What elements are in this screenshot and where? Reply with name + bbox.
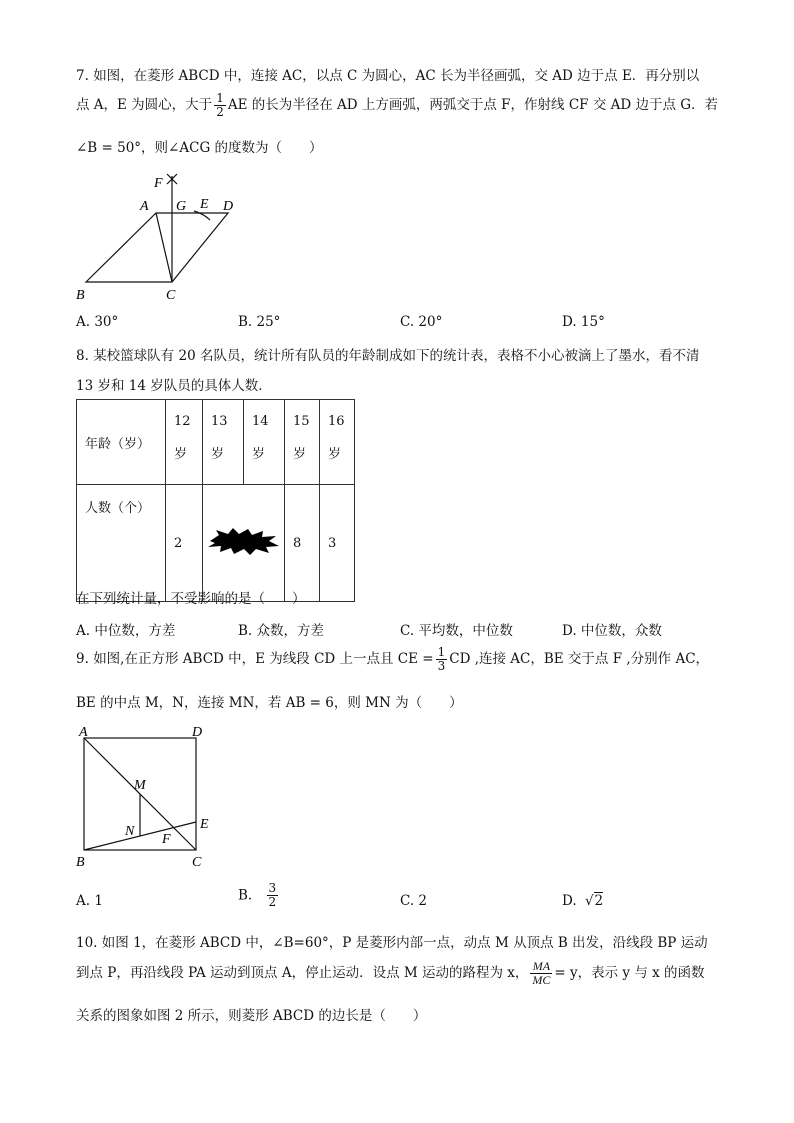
- age-unit: 岁: [211, 447, 225, 462]
- label-a: A: [79, 725, 88, 740]
- segment-ac: [156, 213, 172, 282]
- label-b: B: [76, 288, 85, 303]
- q10-text-1: 如图 1，在菱形 ABCD 中，∠B=60°，P 是菱形内部一点，动点 M 从顶点 B 出发，沿线段 BP 运动: [101, 935, 708, 951]
- q8-line2: 13 岁和 14 岁队员的具体人数．: [76, 378, 272, 394]
- q7-text-2a: 点 A，E 为圆心，大于: [76, 97, 213, 113]
- q8-option-b[interactable]: B. 众数，方差: [238, 623, 325, 639]
- rhombus-abcd: [86, 213, 228, 282]
- q8-text-1: 某校篮球队有 20 名队员，统计所有队员的年龄制成如下的统计表，表格不小心被滴上了墨水，看不清: [93, 348, 700, 364]
- q9-option-a[interactable]: A. 1: [76, 893, 103, 909]
- frac-den: 2: [268, 895, 277, 909]
- age-cell-16: [320, 400, 355, 485]
- label-m: M: [134, 778, 146, 793]
- frac-num: 3: [268, 881, 277, 895]
- age-unit: 岁: [328, 447, 342, 462]
- q10-fraction: [530, 960, 552, 987]
- q10-number: 10.: [76, 935, 98, 951]
- label-f: F: [154, 176, 163, 191]
- label-b: B: [76, 855, 85, 870]
- count-cell-16: 3: [320, 485, 355, 602]
- age-cell-13: [203, 400, 244, 485]
- q10-line1: [76, 931, 708, 951]
- option-d-prefix: D.: [562, 893, 577, 909]
- age-value: 15: [293, 414, 310, 429]
- label-f: F: [162, 832, 171, 847]
- q10-line3: 关系的图象如图 2 所示，则菱形 ABCD 的边长是（ ）: [76, 1008, 427, 1024]
- q8-question: 在下列统计量，不受影响的是（ ）: [76, 591, 306, 607]
- option-b-fraction: [267, 882, 279, 909]
- q7-frac-den: 2: [216, 105, 224, 119]
- label-c: C: [166, 288, 176, 303]
- arc-at-e: [194, 211, 210, 220]
- age-cell-12: [166, 400, 203, 485]
- q9-text-1a: 如图,在正方形 ABCD 中，E 为线段 CD 上一点且 CE =: [93, 651, 434, 667]
- label-e: E: [200, 197, 209, 212]
- q7-number: 7.: [76, 68, 89, 84]
- q9-line1: [76, 646, 709, 673]
- ink-stain-cell: [203, 485, 285, 602]
- age-value: 14: [252, 414, 269, 429]
- radicand: 2: [594, 893, 604, 909]
- q7-fraction: [214, 92, 226, 119]
- label-e: E: [200, 817, 209, 832]
- q10-line2: [76, 960, 705, 987]
- q7-text-1: 如图，在菱形 ABCD 中，连接 AC，以点 C 为圆心，AC 长为半径画弧，交 AD 边于点 E．再分别以: [93, 68, 700, 84]
- q9-frac-den: 3: [437, 659, 446, 673]
- header-count: 人数（个）: [77, 485, 166, 602]
- age-stats-table: [76, 399, 355, 602]
- q9-option-b[interactable]: [238, 882, 280, 909]
- q10-frac-num: MA: [530, 960, 552, 974]
- label-a: A: [140, 199, 149, 214]
- label-g: G: [176, 199, 187, 214]
- q7-line3: ∠B = 50°，则∠ACG 的度数为（ ）: [76, 140, 323, 156]
- ink-blot-icon: [206, 526, 282, 556]
- q7-line2: [76, 92, 718, 119]
- age-value: 12: [174, 414, 191, 429]
- header-age: 年龄（岁）: [77, 400, 166, 485]
- age-cell-15: [285, 400, 320, 485]
- age-value: 16: [328, 414, 345, 429]
- q7-line1: [76, 64, 699, 84]
- q10-text-2a: 到点 P，再沿线段 PA 运动到顶点 A，停止运动．设点 M 运动的路程为 x，: [76, 965, 529, 981]
- q9-frac-num: 1: [437, 645, 446, 659]
- q7-option-a[interactable]: A. 30°: [76, 314, 119, 330]
- age-unit: 岁: [293, 447, 307, 462]
- label-d: D: [223, 199, 234, 214]
- age-unit: 岁: [252, 447, 266, 462]
- label-c: C: [192, 855, 202, 870]
- q7-frac-num: 1: [216, 91, 224, 105]
- q8-option-c[interactable]: C. 平均数，中位数: [400, 623, 513, 639]
- q7-option-b[interactable]: B. 25°: [238, 314, 281, 330]
- q7-rhombus-figure: [70, 168, 250, 308]
- label-n: N: [125, 824, 135, 839]
- age-unit: 岁: [174, 447, 188, 462]
- q8-line1: [76, 344, 699, 364]
- table-row-age: [77, 400, 355, 485]
- age-value: 13: [211, 414, 228, 429]
- q9-line2: BE 的中点 M，N，连接 MN，若 AB = 6，则 MN 为（ ）: [76, 695, 463, 711]
- count-cell-15: 8: [285, 485, 320, 602]
- table-row-count: [77, 485, 355, 602]
- q9-number: 9.: [76, 651, 89, 667]
- q9-fraction: [436, 646, 448, 673]
- q8-number: 8.: [76, 348, 89, 364]
- q7-option-d[interactable]: D. 15°: [562, 314, 605, 330]
- q9-option-c[interactable]: C. 2: [400, 893, 428, 909]
- count-cell-12: 2: [166, 485, 203, 602]
- sqrt-icon: √2: [584, 893, 604, 909]
- q10-frac-den: MC: [532, 973, 551, 987]
- q9-text-1b: CD ,连接 AC，BE 交于点 F ,分别作 AC，: [449, 651, 710, 667]
- age-cell-14: [244, 400, 285, 485]
- q7-option-c[interactable]: C. 20°: [400, 314, 443, 330]
- option-b-prefix: B.: [238, 887, 253, 904]
- q8-option-a[interactable]: A. 中位数，方差: [76, 623, 176, 639]
- label-d: D: [192, 725, 203, 740]
- q7-text-2b: AE 的长为半径在 AD 上方画弧，两弧交于点 F，作射线 CF 交 AD 边于点 G．若: [227, 97, 719, 113]
- q9-option-d[interactable]: [562, 893, 603, 909]
- q9-square-figure: [70, 722, 220, 872]
- q10-text-2b: = y，表示 y 与 x 的函数: [554, 965, 705, 981]
- q8-option-d[interactable]: D. 中位数，众数: [562, 623, 662, 639]
